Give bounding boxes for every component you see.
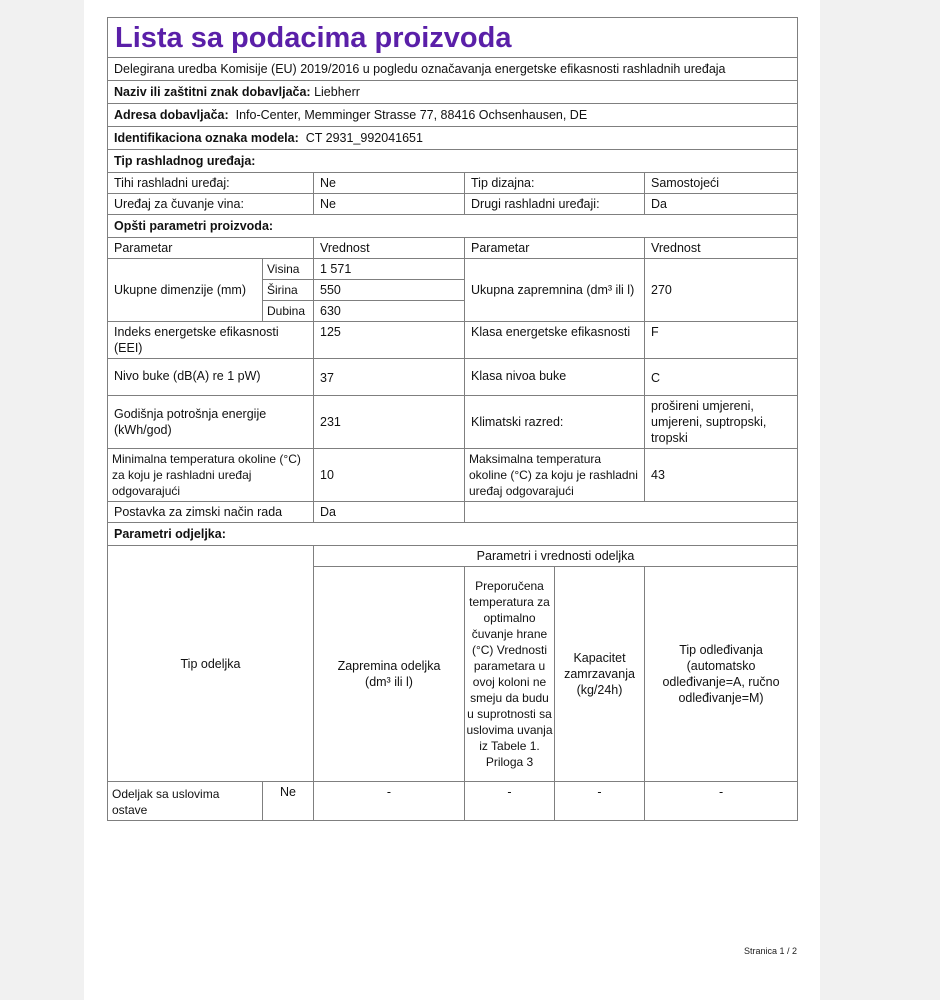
page-number: Stranica 1 / 2 <box>743 946 797 956</box>
wine-storage-value: Ne <box>314 194 465 215</box>
column-header-value: Vrednost <box>645 238 798 259</box>
recommended-temperature-header: Preporučena temperatura za optimalno čuvanje hrane (°C) Vrednosti parametara u ovoj koloni ne smeju da budu u suprotnosti sa uslovima uvanja iz Tabele 1. Priloga 3 <box>465 567 555 782</box>
dimension-row-height <box>108 259 798 280</box>
dimensions-label: Ukupne dimenzije (mm) <box>108 259 263 322</box>
title-row <box>108 18 798 58</box>
design-type-value: Samostojeći <box>645 173 798 194</box>
compartment-type-header: Tip odeljka <box>108 546 314 782</box>
compartment-volume-header: Zapremina odeljka (dm³ ili l) <box>314 567 465 782</box>
supplier-address-row <box>108 104 798 127</box>
width-value: 550 <box>314 280 465 301</box>
energy-class-value: F <box>645 322 798 359</box>
max-ambient-temp-value: 43 <box>645 449 798 502</box>
type-row <box>108 194 798 215</box>
min-ambient-temp-label: Minimalna temperatura okoline (°C) za koju je rashladni uređaj odgovarajući <box>108 449 314 502</box>
annual-energy-row <box>108 396 798 449</box>
depth-label: Dubina <box>263 301 314 322</box>
product-data-table <box>107 17 798 821</box>
depth-value: 630 <box>314 301 465 322</box>
winter-mode-label: Postavka za zimski način rada <box>108 502 314 523</box>
type-row <box>108 173 798 194</box>
regulation-subtitle: Delegirana uredba Komisije (EU) 2019/2016 u pogledu označavanja energetske efikasnosti rashladnih uređaja <box>108 58 798 81</box>
compartments-heading-row <box>108 523 798 546</box>
type-section-heading: Tip rashladnog uređaja: <box>108 150 798 173</box>
supplier-name-row <box>108 81 798 104</box>
noise-value: 37 <box>314 359 465 396</box>
compartment-volume-value: - <box>314 782 465 821</box>
compartment-temperature-value: - <box>465 782 555 821</box>
climate-class-value: prošireni umjereni, umjereni, suptropski, tropski <box>645 396 798 449</box>
other-appliance-value: Da <box>645 194 798 215</box>
subtitle-row <box>108 58 798 81</box>
annual-energy-label: Godišnja potrošnja energije (kWh/god) <box>108 396 314 449</box>
noise-class-label: Klasa nivoa buke <box>465 359 645 396</box>
eei-label: Indeks energetske efikasnosti (EEI) <box>108 322 314 359</box>
eei-row <box>108 322 798 359</box>
height-label: Visina <box>263 259 314 280</box>
defrost-type-header: Tip odleđivanja (automatsko odleđivanje=A, ručno odleđivanje=M) <box>645 567 798 782</box>
noise-row <box>108 359 798 396</box>
noise-class-value: C <box>645 359 798 396</box>
supplier-address-label: Adresa dobavljača: <box>114 108 229 122</box>
column-header-parameter: Parametar <box>108 238 314 259</box>
other-appliance-label: Drugi rashladni uređaji: <box>465 194 645 215</box>
annual-energy-value: 231 <box>314 396 465 449</box>
model-id-label: Identifikaciona oznaka modela: <box>114 131 299 145</box>
min-ambient-temp-value: 10 <box>314 449 465 502</box>
total-volume-label: Ukupna zapremnina (dm³ ili l) <box>465 259 645 322</box>
column-header-value: Vrednost <box>314 238 465 259</box>
model-id-value: CT 2931_992041651 <box>305 131 423 145</box>
compartment-row <box>108 782 798 821</box>
max-ambient-temp-label: Maksimalna temperatura okoline (°C) za koju je rashladni uređaj odgovarajući <box>465 449 645 502</box>
winter-mode-row <box>108 502 798 523</box>
document-page <box>84 0 820 1000</box>
product-data-sheet <box>107 17 797 821</box>
compartment-defrost-value: - <box>645 782 798 821</box>
general-header-row <box>108 238 798 259</box>
general-heading-row <box>108 215 798 238</box>
model-id-row <box>108 127 798 150</box>
compartments-section-heading: Parametri odjeljka: <box>108 523 798 546</box>
quiet-appliance-label: Tihi rashladni uređaj: <box>108 173 314 194</box>
freezing-capacity-header: Kapacitet zamrzavanja (kg/24h) <box>555 567 645 782</box>
width-label: Širina <box>263 280 314 301</box>
winter-mode-value: Da <box>314 502 465 523</box>
compartment-name: Odeljak sa uslovima ostave <box>108 782 263 821</box>
eei-value: 125 <box>314 322 465 359</box>
design-type-label: Tip dizajna: <box>465 173 645 194</box>
compartment-group-header: Parametri i vrednosti odeljka <box>314 546 798 567</box>
page-title: Lista sa podacima proizvoda <box>108 18 798 58</box>
empty-cell <box>465 502 798 523</box>
supplier-address-value: Info-Center, Memminger Strasse 77, 88416 Ochsenhausen, DE <box>235 108 588 122</box>
column-header-parameter: Parametar <box>465 238 645 259</box>
ambient-temp-row <box>108 449 798 502</box>
wine-storage-label: Uređaj za čuvanje vina: <box>108 194 314 215</box>
compartment-freezing-value: - <box>555 782 645 821</box>
energy-class-label: Klasa energetske efikasnosti <box>465 322 645 359</box>
climate-class-label: Klimatski razred: <box>465 396 645 449</box>
general-section-heading: Opšti parametri proizvoda: <box>108 215 798 238</box>
compartment-group-header-row <box>108 546 798 567</box>
type-heading-row <box>108 150 798 173</box>
supplier-name-value: Liebherr <box>314 85 360 99</box>
height-value: 1 571 <box>314 259 465 280</box>
noise-label: Nivo buke (dB(A) re 1 pW) <box>108 359 314 396</box>
compartment-present: Ne <box>263 782 314 821</box>
quiet-appliance-value: Ne <box>314 173 465 194</box>
total-volume-value: 270 <box>645 259 798 322</box>
supplier-name-label: Naziv ili zaštitni znak dobavljača: <box>114 85 311 99</box>
